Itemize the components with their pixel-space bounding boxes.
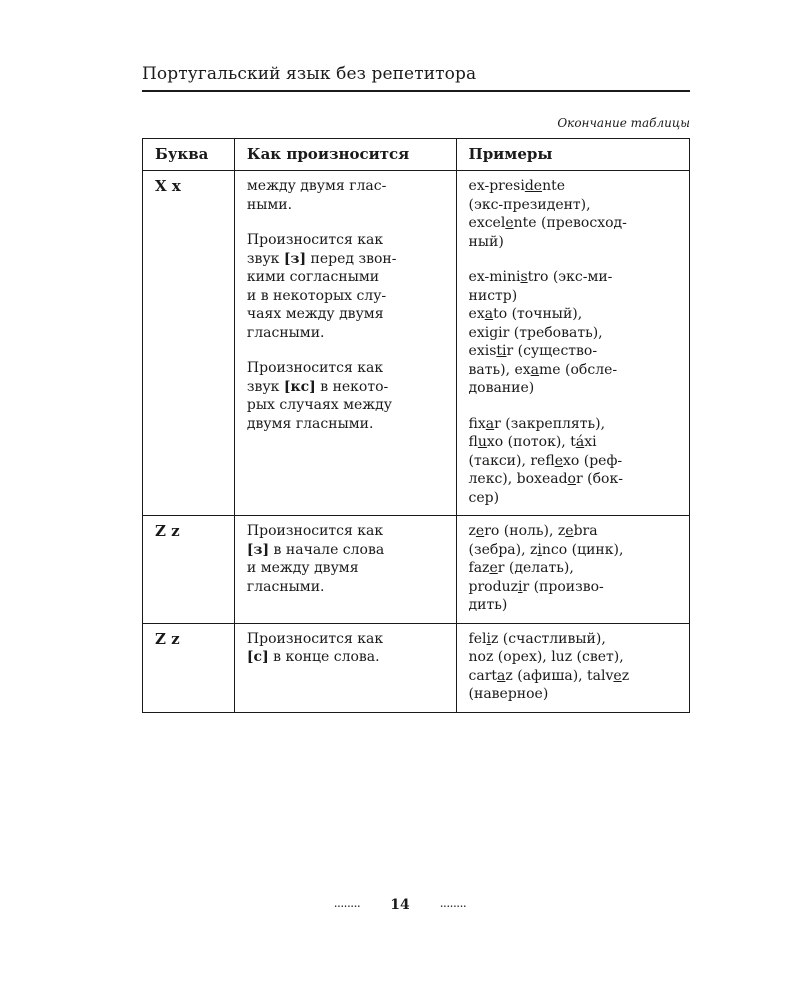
pronunciation-paragraph xyxy=(247,522,444,596)
example-line xyxy=(469,522,677,541)
stressed-letters: u xyxy=(477,434,487,450)
text-segment: звук xyxy=(246,250,284,267)
text-segment: дить) xyxy=(468,597,508,613)
table-continuation-label: Окончание таблицы xyxy=(557,116,690,130)
text-segment: z xyxy=(468,523,476,539)
stressed-letters: á xyxy=(575,434,585,450)
example-line xyxy=(469,489,677,508)
pronunciation-line: чаях между двумя xyxy=(246,306,384,322)
stressed-letters: a xyxy=(497,667,506,684)
example-line xyxy=(469,196,677,215)
sound-transcription: [з] xyxy=(246,541,270,558)
example-line xyxy=(469,685,677,704)
pronunciation-line: и между двумя xyxy=(246,560,359,576)
text-segment: tro (экс-ми- xyxy=(527,269,613,285)
pronunciation-line: Произносится как xyxy=(246,360,384,376)
text-segment: (наверное) xyxy=(468,686,549,702)
example-line xyxy=(469,578,677,597)
text-segment: fel xyxy=(468,630,487,647)
text-segment: fl xyxy=(468,434,478,450)
text-segment: (экс-президент), xyxy=(468,196,591,213)
pronunciation-paragraph xyxy=(247,231,444,342)
example-line xyxy=(469,470,677,489)
text-segment: exi xyxy=(468,324,490,341)
text-segment: z xyxy=(621,667,630,684)
stressed-letters: a xyxy=(530,361,540,378)
examples-paragraph xyxy=(469,177,677,251)
letter-cell: Z z xyxy=(143,516,235,624)
text-segment: fix xyxy=(468,415,486,432)
table-row xyxy=(143,623,690,712)
examples-cell xyxy=(456,171,689,516)
text-segment: nco (цинк), xyxy=(541,541,624,558)
page-footer xyxy=(0,896,800,913)
stressed-letters: i xyxy=(537,541,542,558)
stressed-letters: i xyxy=(486,630,491,647)
example-line xyxy=(469,268,677,287)
sound-transcription: [с] xyxy=(246,649,269,665)
pronunciation-cell xyxy=(234,516,456,624)
pronunciation-line xyxy=(247,378,444,397)
text-segment: bra xyxy=(573,523,598,539)
pronunciation-paragraph xyxy=(247,359,444,433)
text-segment: xo (поток), t xyxy=(486,434,576,450)
pronunciation-line: Произносится как xyxy=(246,630,384,647)
stressed-letters: e xyxy=(489,560,498,576)
pronunciation-line xyxy=(247,250,444,269)
stressed-letters: a xyxy=(485,415,495,432)
example-line xyxy=(469,452,677,471)
text-segment: в некото- xyxy=(315,378,389,395)
text-segment: ro (ноль), z xyxy=(484,523,566,539)
pronunciation-line: между двумя глас- xyxy=(246,178,387,194)
pronunciation-table xyxy=(142,138,690,713)
text-segment: to (точный), xyxy=(493,306,583,322)
sound-transcription: [з] xyxy=(283,250,307,267)
stressed-letters: e xyxy=(475,523,485,539)
pronunciation-line: рых случаях между xyxy=(246,397,393,413)
pronunciation-cell xyxy=(234,171,456,516)
stressed-letters: o xyxy=(567,471,576,487)
sound-transcription: [кс] xyxy=(283,378,316,395)
text-segment: xi xyxy=(584,434,597,450)
pronunciation-cell xyxy=(234,623,456,712)
stressed-letters: s xyxy=(520,269,528,285)
text-segment: xo (реф- xyxy=(562,452,623,469)
stressed-letters: e xyxy=(554,452,563,469)
pronunciation-paragraph xyxy=(247,630,444,667)
example-line xyxy=(469,342,677,361)
example-line xyxy=(469,415,677,434)
example-line xyxy=(469,541,677,560)
example-line xyxy=(469,305,677,324)
text-segment: r (произво- xyxy=(522,578,604,595)
example-line xyxy=(469,379,677,398)
column-header-letter: Буква xyxy=(143,139,235,171)
letter-cell: X x xyxy=(143,171,235,516)
pronunciation-paragraph xyxy=(247,177,444,214)
text-segment: z (счастливый), xyxy=(490,630,606,647)
example-line xyxy=(469,596,677,615)
table-row xyxy=(143,516,690,624)
footer-dots-left: ........ xyxy=(333,896,361,910)
header-rule xyxy=(142,90,690,92)
text-segment: r (существо- xyxy=(506,343,598,359)
text-segment: вать), ex xyxy=(468,361,531,378)
pronunciation-line xyxy=(247,541,444,560)
stressed-letters: ti xyxy=(496,343,507,359)
text-segment: (зебра), z xyxy=(468,541,538,558)
text-segment: сер) xyxy=(468,489,500,506)
stressed-letters: a xyxy=(484,306,494,322)
examples-paragraph xyxy=(469,268,677,398)
pronunciation-line: кими согласными xyxy=(246,269,380,285)
text-segment: ex-mini xyxy=(468,269,521,285)
example-line xyxy=(469,361,677,380)
example-line xyxy=(469,559,677,578)
example-line xyxy=(469,233,677,252)
text-segment: дование) xyxy=(468,380,535,396)
pronunciation-line: гласными. xyxy=(246,578,325,595)
stressed-letters: i xyxy=(517,578,523,595)
text-segment: noz (орех), luz (свет), xyxy=(468,649,624,665)
example-line xyxy=(469,177,677,196)
examples-paragraph xyxy=(469,522,677,615)
pronunciation-line: двумя гласными. xyxy=(246,415,374,432)
stressed-letters: de xyxy=(524,178,543,194)
text-segment: r (бок- xyxy=(575,471,623,487)
text-segment: r (делать), xyxy=(497,560,574,576)
text-segment: ex-presi xyxy=(468,178,525,194)
text-segment: faz xyxy=(468,560,490,576)
stressed-letters: e xyxy=(613,667,622,684)
text-segment: перед звон- xyxy=(306,250,397,267)
text-segment: ir (требовать), xyxy=(498,324,603,341)
footer-dots-right: ........ xyxy=(439,896,467,910)
example-line xyxy=(469,667,677,686)
example-line xyxy=(469,287,677,306)
text-segment: z (афиша), talv xyxy=(505,667,614,684)
text-segment: nte xyxy=(542,178,565,194)
text-segment: лекс), boxead xyxy=(468,471,568,487)
text-segment: ex xyxy=(468,306,485,322)
column-header-examples: Примеры xyxy=(456,139,689,171)
pronunciation-line: Произносится как xyxy=(246,523,384,539)
pronunciation-line: и в некоторых слу- xyxy=(246,287,387,304)
stressed-letters: g xyxy=(489,324,499,341)
examples-cell xyxy=(456,623,689,712)
pronunciation-line: гласными. xyxy=(246,324,325,341)
text-segment: exis xyxy=(468,343,497,359)
pronunciation-line xyxy=(247,648,444,667)
example-line xyxy=(469,433,677,452)
text-segment: нистр) xyxy=(468,287,518,304)
text-segment: excel xyxy=(468,215,506,231)
column-header-pronunciation: Как произносится xyxy=(234,139,456,171)
text-segment: me (обсле- xyxy=(539,361,618,378)
examples-cell xyxy=(456,516,689,624)
example-line xyxy=(469,324,677,343)
example-line xyxy=(469,648,677,667)
text-segment: ный) xyxy=(468,233,504,250)
text-segment: nte (превосход- xyxy=(513,215,627,231)
pronunciation-line: ными. xyxy=(246,196,293,213)
stressed-letters: e xyxy=(565,523,574,539)
text-segment: в конце слова. xyxy=(268,649,380,665)
running-header: Португальский язык без репетитора xyxy=(142,64,477,84)
examples-paragraph xyxy=(469,630,677,704)
letter-cell: Z z xyxy=(143,623,235,712)
text-segment: cart xyxy=(468,667,498,684)
pronunciation-line: Произносится как xyxy=(246,232,384,248)
examples-paragraph xyxy=(469,415,677,508)
text-segment: звук xyxy=(246,378,284,395)
text-segment: r (закреплять), xyxy=(494,415,606,432)
table-header-row xyxy=(143,139,690,171)
stressed-letters: e xyxy=(505,215,514,231)
text-segment: (такси), refl xyxy=(468,452,555,469)
text-segment: в начале слова xyxy=(269,541,385,558)
table-row xyxy=(143,171,690,516)
page-number: 14 xyxy=(390,897,410,913)
text-segment: produz xyxy=(468,578,518,595)
example-line xyxy=(469,630,677,649)
example-line xyxy=(469,214,677,233)
